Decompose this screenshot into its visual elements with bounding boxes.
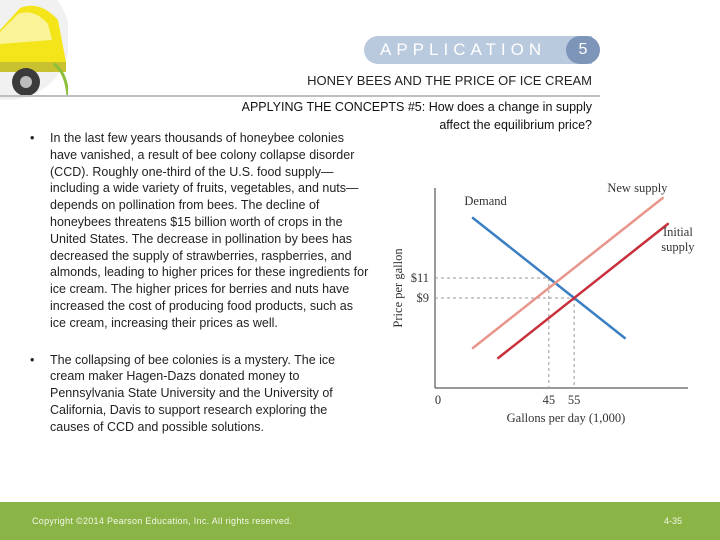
y-tick-label: $11 — [410, 271, 429, 285]
application-label: APPLICATION — [380, 40, 547, 59]
concept-question-line-1: APPLYING THE CONCEPTS #5: How does a change in supply — [241, 100, 592, 114]
initial-supply-label: supply — [661, 240, 695, 254]
footer-page-number: 4-35 — [664, 516, 683, 526]
supply-demand-chart — [378, 170, 698, 440]
x-axis-label: Gallons per day (1,000) — [506, 411, 626, 425]
car-illustration — [0, 0, 68, 100]
concept-question-line-2: affect the equilibrium price? — [439, 118, 592, 132]
bullet-text: In the last few years thousands of honeybee colonies have vanished, a result of bee colony collapse disorder (CCD). Roughly one-third of the U.S. food supply—including a wide variety of fruits, vegetables, and nuts—depends on pollination from bees. The decline of honeybees threatens $15 billion worth of crops in the United States. The decrease in pollination by bees has decreased the supply of strawberries, raspberries, and almonds, leading to higher prices for these ingredients for ice cream. The higher prices for berries and nuts have increased the cost of producing food products, such as ice cream, increasing their prices as well. — [50, 131, 369, 330]
bullet-item — [30, 130, 370, 332]
bullet-list — [30, 130, 370, 456]
initial-supply-label: Initial — [662, 225, 693, 239]
y-tick-label: $9 — [416, 291, 429, 305]
y-axis-label: Price per gallon — [391, 248, 405, 328]
bullet-text: The collapsing of bee colonies is a mystery. The ice cream maker Hagen-Dazs donated money to Pennsylvania State University and the University of California, Davis to support research exploring the causes of CCD and possible solutions. — [50, 352, 336, 434]
new-supply-line — [473, 198, 663, 348]
origin-label: 0 — [434, 393, 442, 407]
x-tick-label: 55 — [567, 393, 581, 407]
demand-label: Demand — [464, 194, 507, 208]
initial-supply-line — [498, 224, 668, 358]
footer-copyright: Copyright ©2014 Pearson Education, Inc. All rights reserved. — [32, 516, 293, 526]
bullet-marker: • — [30, 131, 35, 145]
slide-title: HONEY BEES AND THE PRICE OF ICE CREAM — [307, 73, 592, 88]
x-tick-label: 45 — [542, 393, 556, 407]
bullet-item — [30, 352, 370, 436]
header-divider — [0, 95, 600, 97]
new-supply-label: New supply — [607, 181, 668, 195]
bullet-marker: • — [30, 352, 35, 367]
application-number-badge: 5 — [566, 36, 600, 64]
